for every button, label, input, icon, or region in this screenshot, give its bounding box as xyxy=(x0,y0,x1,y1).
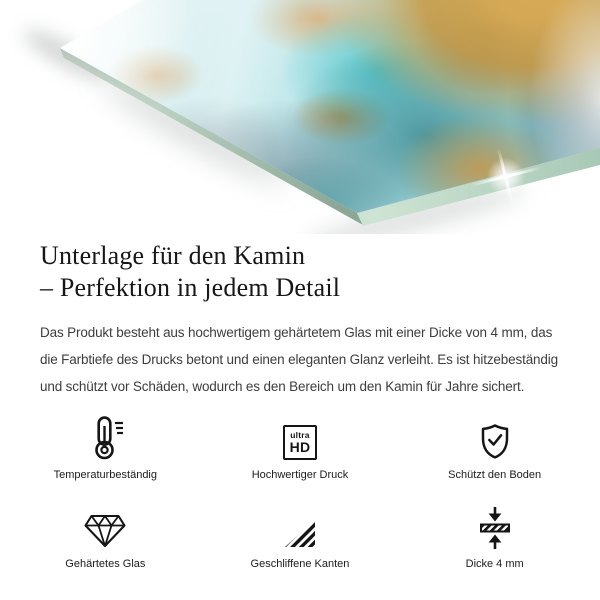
feature-label: Gehärtetes Glas xyxy=(65,558,146,570)
product-photo xyxy=(0,0,600,234)
feature-label: Dicke 4 mm xyxy=(465,558,524,570)
shield-check-icon xyxy=(480,414,510,460)
feature-grid xyxy=(8,414,592,570)
ultra-hd-text-top: ultra xyxy=(290,430,310,440)
feature-print-quality xyxy=(203,414,398,481)
feature-tempered-glass xyxy=(8,503,203,570)
thermometer-icon xyxy=(85,414,125,460)
feature-label: Temperaturbeständig xyxy=(53,469,157,481)
polished-edges-icon xyxy=(283,503,317,549)
page-title-line1: Unterlage für den Kamin xyxy=(40,241,306,270)
feature-floor-protection xyxy=(397,414,592,481)
feature-label: Hochwertiger Druck xyxy=(251,469,349,481)
page-title-line2: – Perfektion in jedem Detail xyxy=(40,273,341,302)
feature-label: Schützt den Boden xyxy=(448,469,542,481)
diamond-icon xyxy=(83,503,127,549)
feature-label: Geschliffene Kanten xyxy=(250,558,350,570)
feature-thickness xyxy=(397,503,592,570)
content-area xyxy=(0,240,600,400)
thickness-icon xyxy=(478,503,512,549)
feature-temperature xyxy=(8,414,203,481)
page-title xyxy=(40,240,560,304)
product-description: Das Produkt besteht aus hochwertigem gehärtetem Glas mit einer Dicke von 4 mm, das die Farbtiefe des Drucks betont und einen eleganten Glanz verleiht. Es ist hitzebeständig und schützt vor Schäden, wodurch es den Bereich um den Kamin für Jahre sichert. xyxy=(40,325,558,394)
ultra-hd-icon xyxy=(283,414,317,460)
feature-polished-edges xyxy=(203,503,398,570)
ultra-hd-text-bottom: HD xyxy=(289,439,311,455)
